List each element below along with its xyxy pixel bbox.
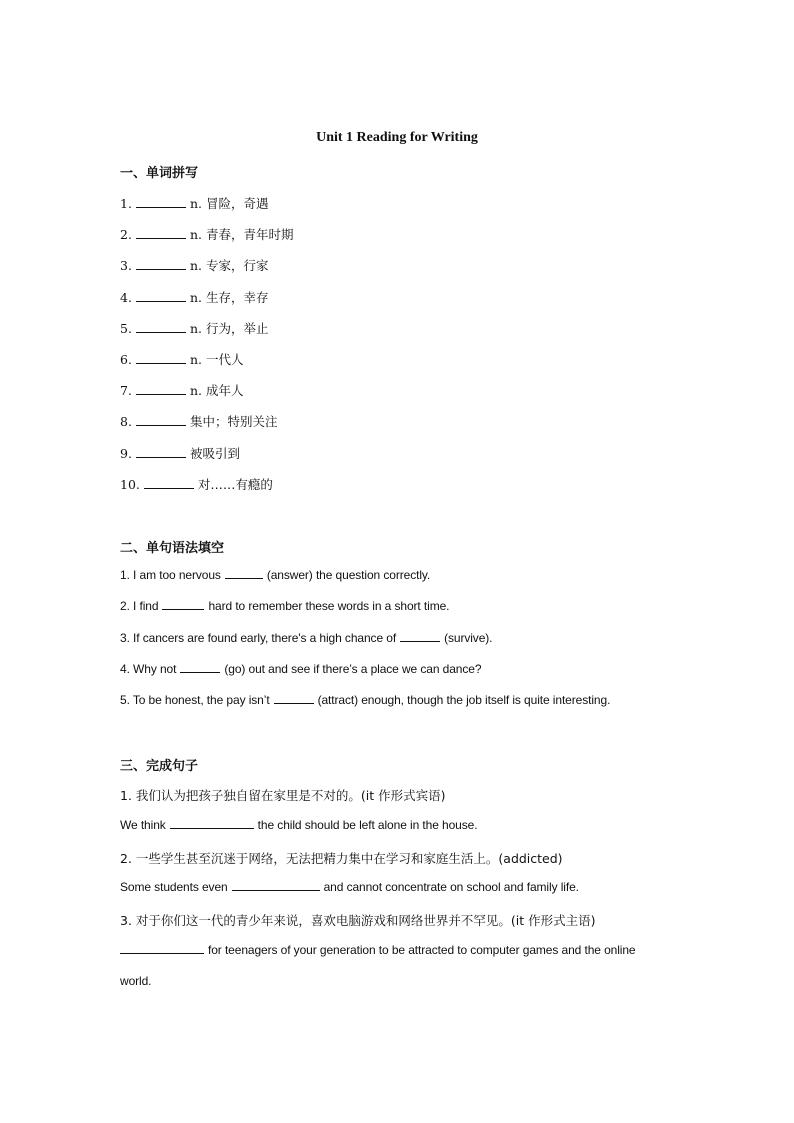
list-item: 6. n. 一代人	[120, 352, 244, 367]
list-item: 1. I am too nervous (answer) the question correctly.	[120, 568, 431, 582]
answer-blank[interactable]	[274, 702, 314, 704]
answer-blank[interactable]	[136, 393, 186, 395]
question-answer-line: We think the child should be left alone in the house.	[120, 818, 478, 832]
answer-blank[interactable]	[170, 827, 254, 829]
question-prompt: 3. 对于你们这一代的青少年来说，喜欢电脑游戏和网络世界并不罕见。(it 作形式主语)	[120, 913, 596, 928]
answer-blank[interactable]	[180, 671, 220, 673]
answer-blank[interactable]	[225, 577, 263, 579]
list-item: 10. 对……有瘾的	[120, 477, 273, 492]
answer-blank[interactable]	[136, 331, 186, 333]
answer-blank[interactable]	[136, 268, 186, 270]
list-item: 4. Why not (go) out and see if there’s a place we can dance?	[120, 662, 482, 676]
list-item: 8. 集中；特别关注	[120, 414, 278, 429]
question-prompt: 2. 一些学生甚至沉迷于网络，无法把精力集中在学习和家庭生活上。(addicted)	[120, 851, 563, 866]
page-title: Unit 1 Reading for Writing	[316, 130, 478, 145]
answer-blank[interactable]	[136, 424, 186, 426]
answer-blank[interactable]	[120, 952, 204, 954]
list-item: 3. If cancers are found early, there's a high chance of (survive).	[120, 631, 493, 645]
answer-blank[interactable]	[136, 362, 186, 364]
section2-heading: 二、单句语法填空	[120, 541, 225, 556]
section3-heading: 三、完成句子	[120, 759, 199, 774]
question-answer-line-cont: world.	[120, 974, 152, 988]
list-item: 1. n. 冒险，奇遇	[120, 196, 269, 211]
list-item: 2. I find hard to remember these words in a short time.	[120, 599, 450, 613]
answer-blank[interactable]	[144, 487, 194, 489]
answer-blank[interactable]	[232, 889, 320, 891]
list-item: 3. n. 专家，行家	[120, 258, 269, 273]
answer-blank[interactable]	[162, 608, 204, 610]
list-item: 4. n. 生存，幸存	[120, 290, 269, 305]
answer-blank[interactable]	[136, 206, 186, 208]
answer-blank[interactable]	[136, 237, 186, 239]
list-item: 2. n. 青春，青年时期	[120, 227, 294, 242]
list-item: 5. To be honest, the pay isn’t (attract) enough, though the job itself is quite interesting.	[120, 693, 611, 707]
answer-blank[interactable]	[136, 456, 186, 458]
question-prompt: 1. 我们认为把孩子独自留在家里是不对的。(it 作形式宾语)	[120, 788, 446, 803]
answer-blank[interactable]	[400, 640, 440, 642]
answer-blank[interactable]	[136, 300, 186, 302]
list-item: 5. n. 行为，举止	[120, 321, 269, 336]
section1-heading: 一、单词拼写	[120, 166, 199, 181]
question-answer-line: for teenagers of your generation to be attracted to computer games and the online	[120, 943, 636, 957]
list-item: 7. n. 成年人	[120, 383, 244, 398]
list-item: 9. 被吸引到	[120, 446, 240, 461]
question-answer-line: Some students even and cannot concentrate on school and family life.	[120, 880, 579, 894]
